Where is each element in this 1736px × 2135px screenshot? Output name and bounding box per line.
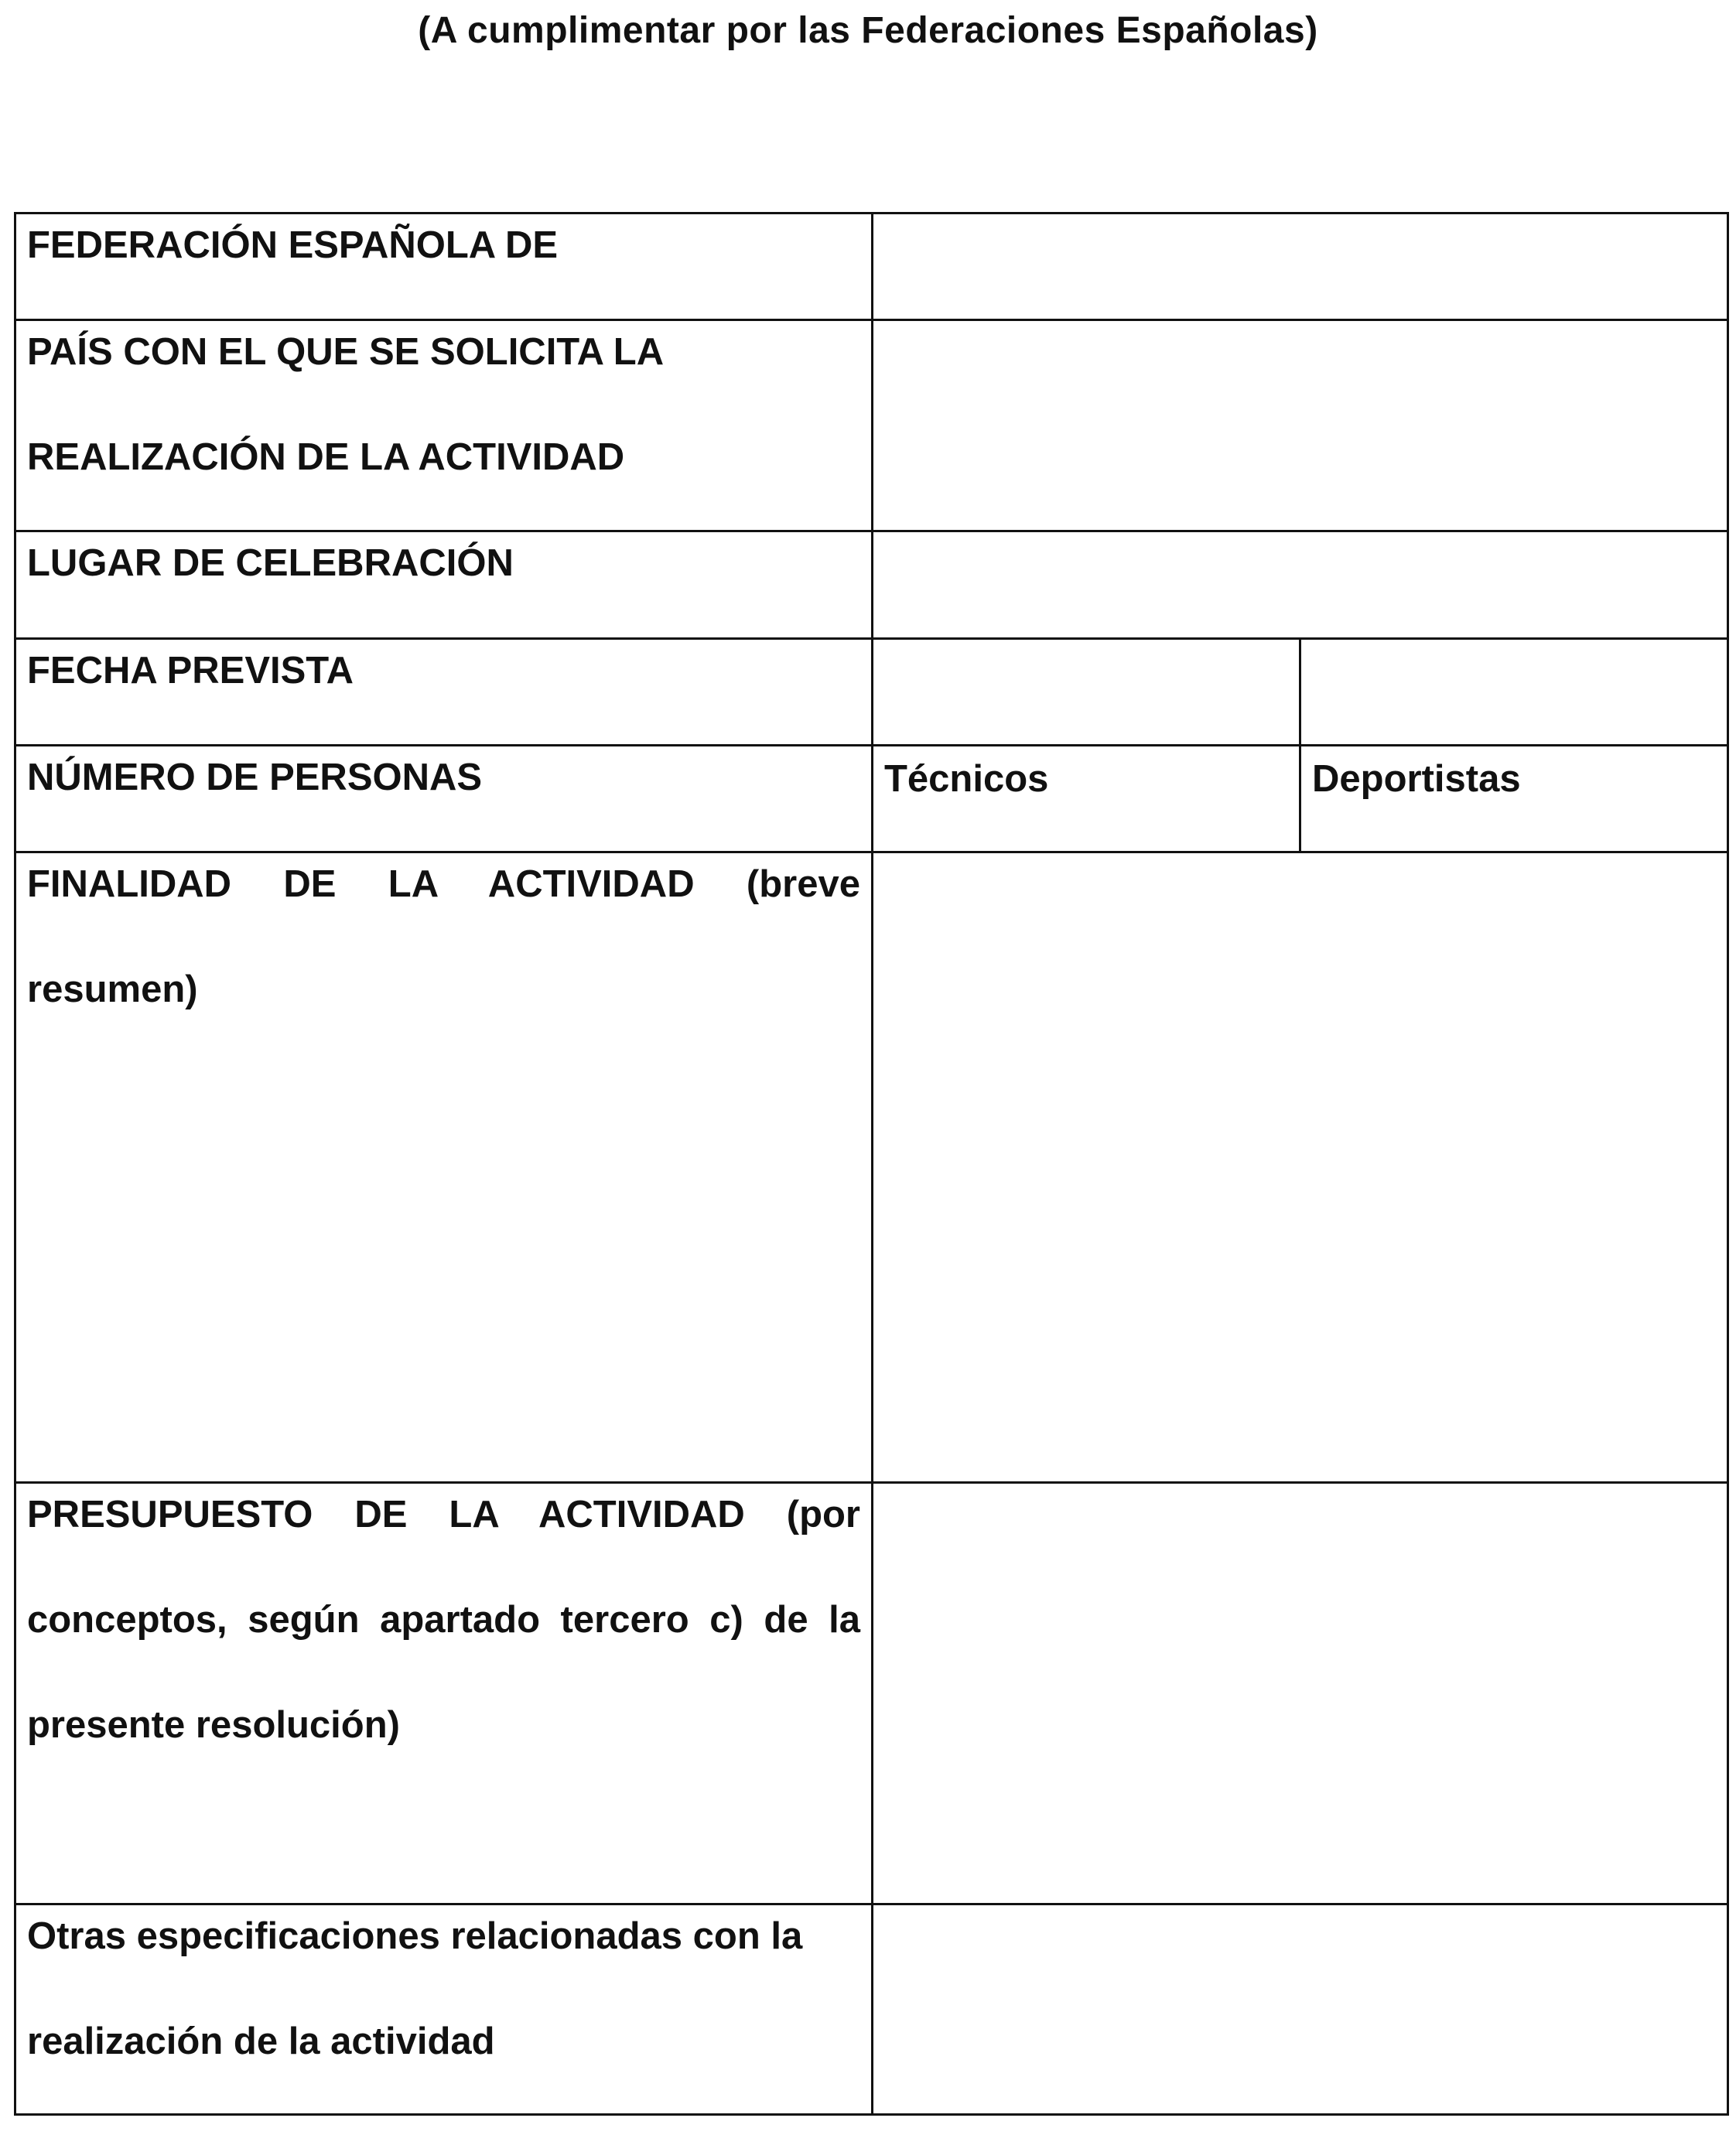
label-presupuesto-text: PRESUPUESTO DE LA ACTIVIDAD (por conceptos, según apartado tercero c) de la presente resolución) <box>27 1494 860 1746</box>
field-fecha-1[interactable] <box>873 639 1300 746</box>
field-otras[interactable] <box>873 1904 1728 2115</box>
field-presupuesto[interactable] <box>873 1483 1728 1904</box>
field-federacion[interactable] <box>873 214 1728 320</box>
field-pais[interactable] <box>873 320 1728 531</box>
label-tecnicos: Técnicos <box>884 758 1049 800</box>
field-fecha-2[interactable] <box>1300 639 1728 746</box>
label-otras <box>15 1904 873 2115</box>
label-pais-text: PAÍS CON EL QUE SE SOLICITA LA REALIZACIÓN DE LA ACTIVIDAD <box>27 331 663 478</box>
row-numero-personas <box>15 746 1728 852</box>
row-lugar <box>15 531 1728 639</box>
row-presupuesto <box>15 1483 1728 1904</box>
row-otras <box>15 1904 1728 2115</box>
field-tecnicos[interactable] <box>873 746 1300 852</box>
label-fecha <box>15 639 873 746</box>
row-finalidad <box>15 852 1728 1483</box>
label-finalidad-text: FINALIDAD DE LA ACTIVIDAD (breve resumen) <box>27 863 860 1010</box>
label-otras-text: Otras especificaciones relacionadas con la realización de la actividad <box>27 1915 803 2062</box>
field-lugar[interactable] <box>873 531 1728 639</box>
field-finalidad[interactable] <box>873 852 1728 1483</box>
field-deportistas[interactable] <box>1300 746 1728 852</box>
label-presupuesto <box>15 1483 873 1904</box>
label-numero-personas-text: NÚMERO DE PERSONAS <box>27 757 483 798</box>
label-numero-personas <box>15 746 873 852</box>
label-fecha-text: FECHA PREVISTA <box>27 650 354 692</box>
request-form-table <box>14 212 1729 2116</box>
label-pais <box>15 320 873 531</box>
label-federacion-text: FEDERACIÓN ESPAÑOLA DE <box>27 224 559 266</box>
label-deportistas: Deportistas <box>1312 758 1521 800</box>
label-lugar <box>15 531 873 639</box>
row-fecha <box>15 639 1728 746</box>
label-lugar-text: LUGAR DE CELEBRACIÓN <box>27 542 514 584</box>
row-federacion <box>15 214 1728 320</box>
label-federacion <box>15 214 873 320</box>
row-pais <box>15 320 1728 531</box>
document-title: (A cumplimentar por las Federaciones Españolas) <box>418 10 1318 51</box>
label-finalidad <box>15 852 873 1483</box>
